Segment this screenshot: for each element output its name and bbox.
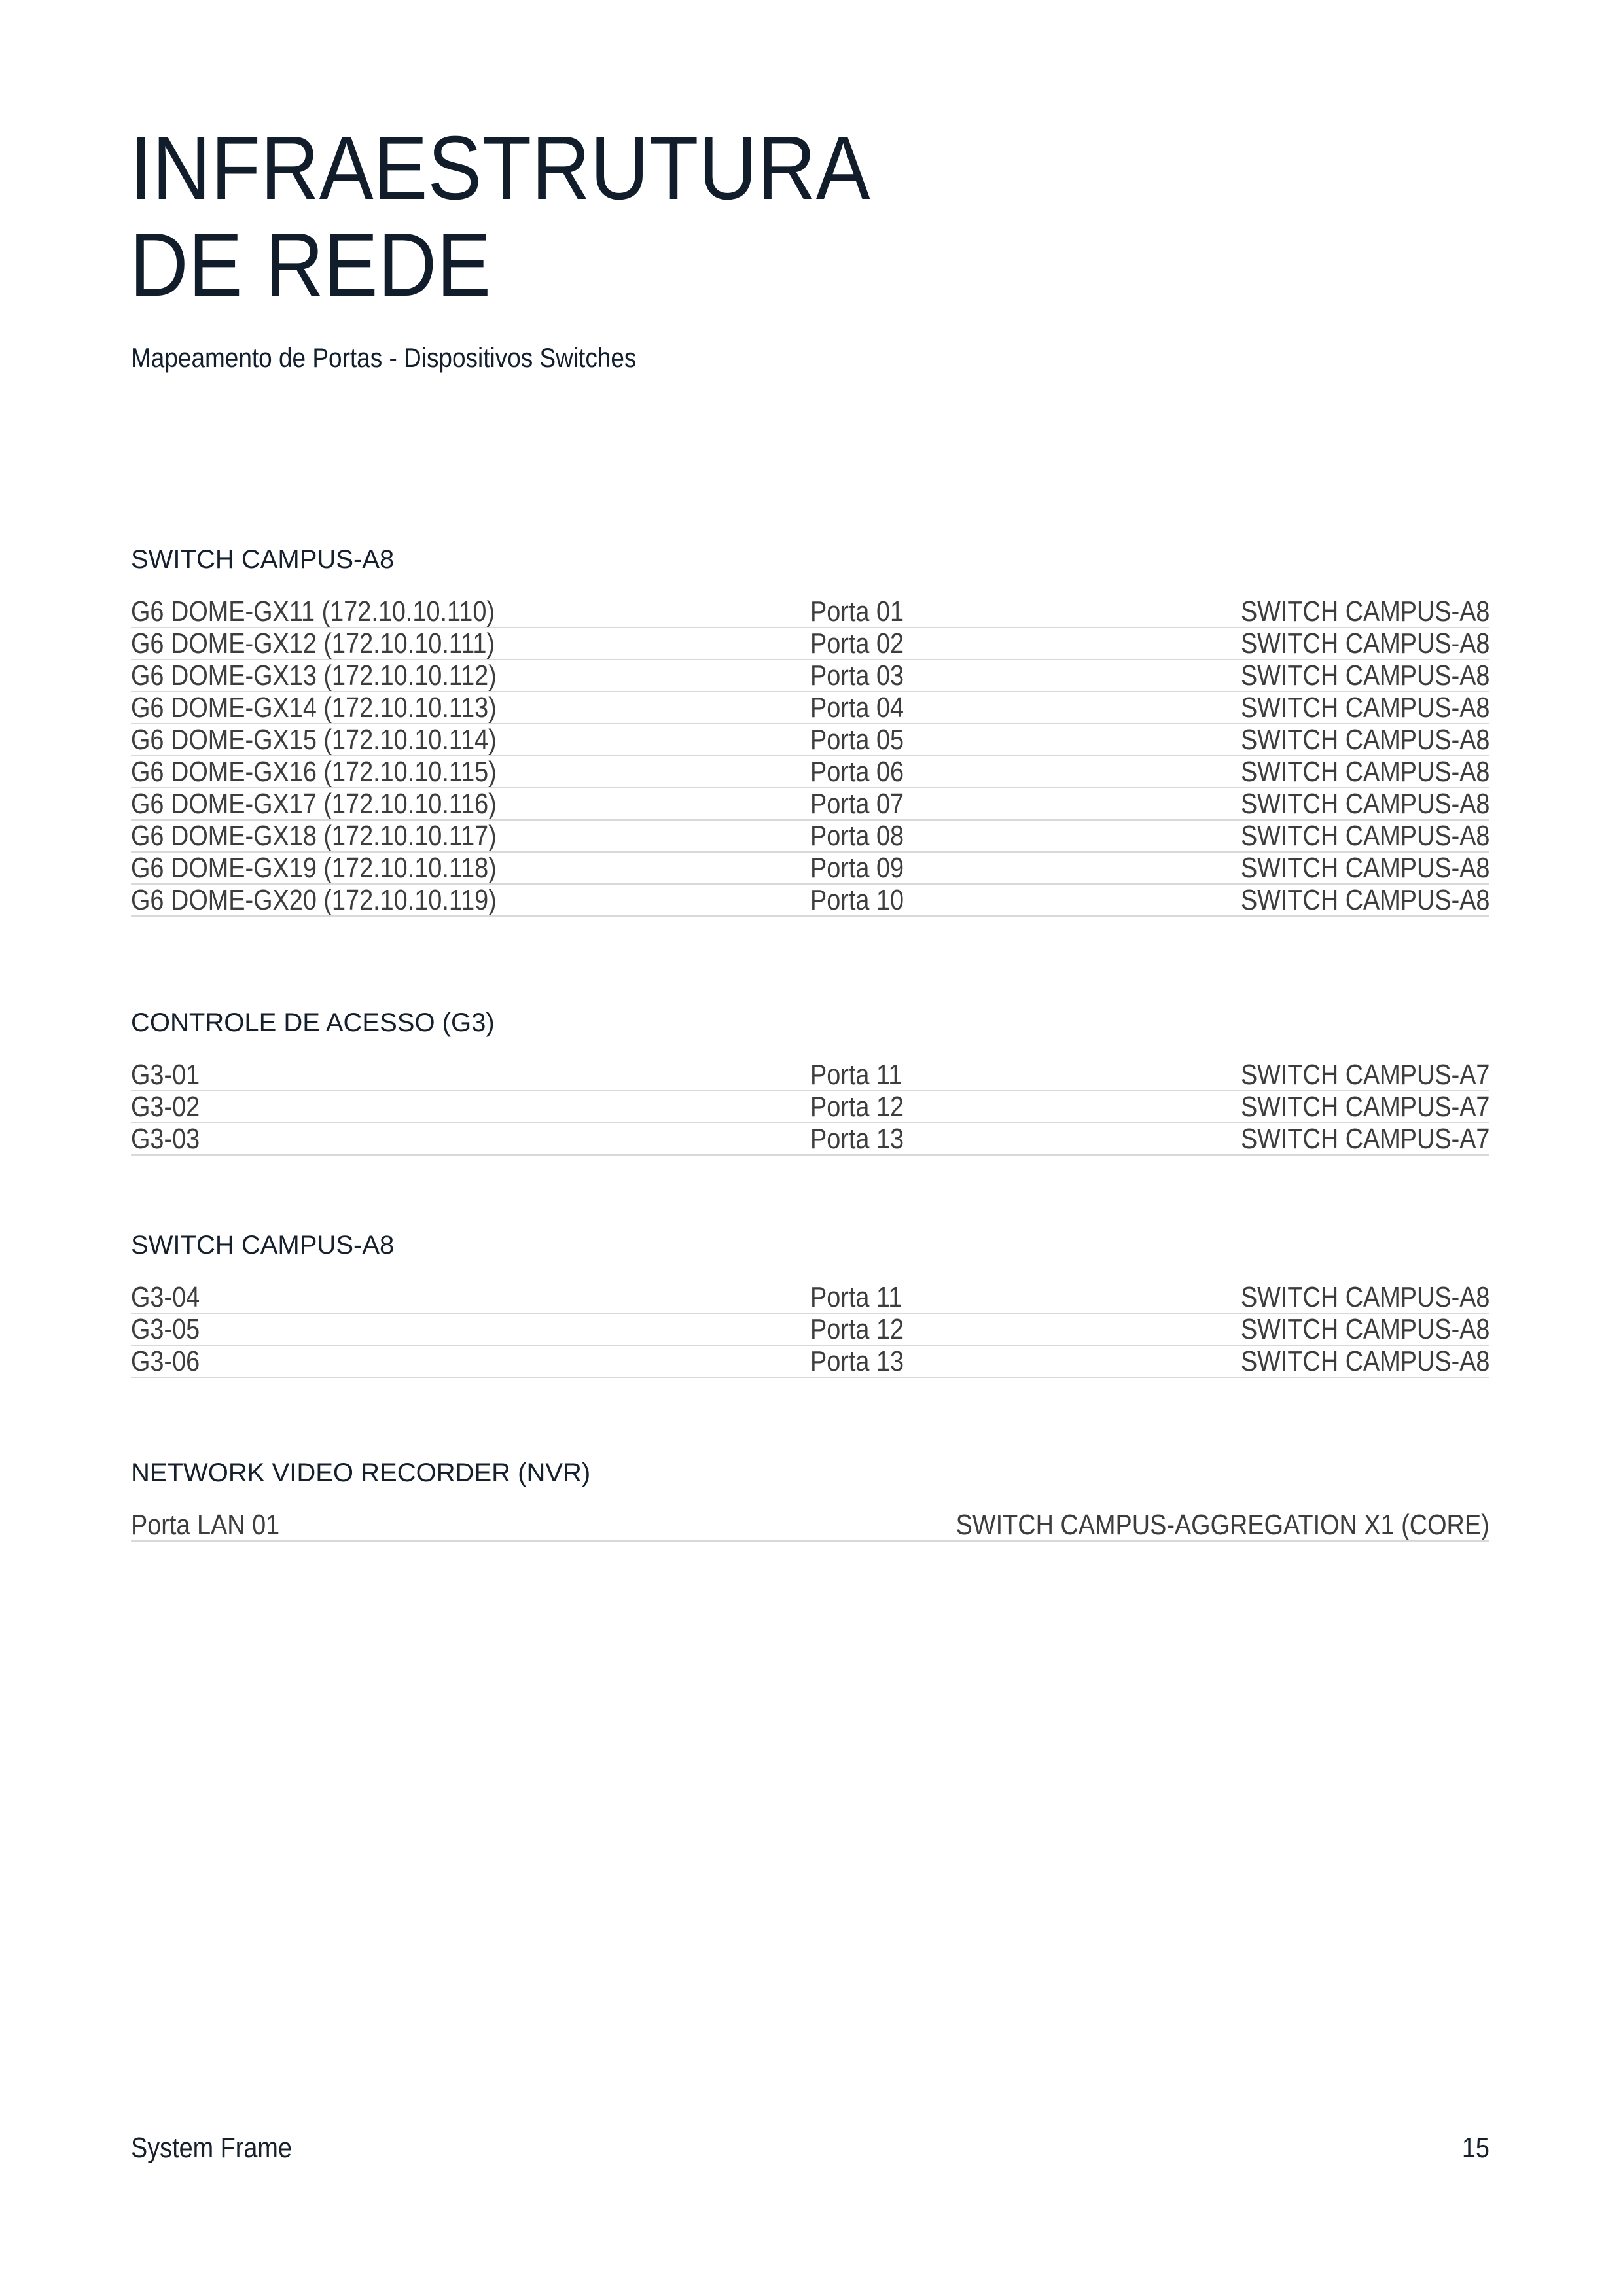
port-cell: Porta 05 bbox=[810, 724, 904, 756]
section bbox=[131, 1230, 1489, 1378]
table-row bbox=[131, 1059, 1489, 1091]
port-cell: Porta 11 bbox=[810, 1281, 902, 1313]
device-cell: G6 DOME-GX16 (172.10.10.115) bbox=[131, 756, 497, 788]
port-cell: Porta 12 bbox=[810, 1313, 904, 1345]
table-row bbox=[131, 692, 1489, 724]
switch-cell: SWITCH CAMPUS-A8 bbox=[1240, 692, 1489, 724]
switch-cell: SWITCH CAMPUS-A7 bbox=[1240, 1059, 1489, 1091]
switch-cell: SWITCH CAMPUS-A7 bbox=[1240, 1123, 1489, 1155]
switch-cell: SWITCH CAMPUS-A8 bbox=[1240, 627, 1489, 660]
page-footer bbox=[131, 2132, 1489, 2164]
table-row bbox=[131, 660, 1489, 692]
device-cell: G3-03 bbox=[131, 1123, 200, 1155]
port-cell: Porta 09 bbox=[810, 852, 904, 884]
switch-cell: SWITCH CAMPUS-A8 bbox=[1240, 1281, 1489, 1313]
switch-cell: SWITCH CAMPUS-A8 bbox=[1240, 884, 1489, 916]
device-cell: G3-04 bbox=[131, 1281, 200, 1313]
device-cell: G6 DOME-GX17 (172.10.10.116) bbox=[131, 788, 497, 820]
section-rows bbox=[131, 1282, 1489, 1378]
section-title: NETWORK VIDEO RECORDER (NVR) bbox=[131, 1458, 591, 1487]
port-cell: Porta 02 bbox=[810, 627, 904, 660]
table-row bbox=[131, 1314, 1489, 1346]
table-row bbox=[131, 853, 1489, 885]
switch-cell: SWITCH CAMPUS-A8 bbox=[1240, 756, 1489, 788]
switch-cell: SWITCH CAMPUS-A8 bbox=[1240, 788, 1489, 820]
switch-cell: SWITCH CAMPUS-A8 bbox=[1240, 1345, 1489, 1377]
port-cell: Porta 13 bbox=[810, 1345, 904, 1377]
table-row bbox=[131, 1346, 1489, 1378]
port-cell: Porta 12 bbox=[810, 1091, 904, 1123]
device-cell: G6 DOME-GX19 (172.10.10.118) bbox=[131, 852, 497, 884]
port-cell: Porta 03 bbox=[810, 660, 904, 692]
device-cell: G6 DOME-GX18 (172.10.10.117) bbox=[131, 820, 497, 852]
table-row bbox=[131, 821, 1489, 853]
section-rows bbox=[131, 1510, 1489, 1542]
section-title: SWITCH CAMPUS-A8 bbox=[131, 1231, 395, 1260]
port-cell: Porta 08 bbox=[810, 820, 904, 852]
device-cell: G6 DOME-GX14 (172.10.10.113) bbox=[131, 692, 497, 724]
switch-cell: SWITCH CAMPUS-A8 bbox=[1240, 820, 1489, 852]
device-cell: G3-02 bbox=[131, 1091, 200, 1123]
device-cell: G6 DOME-GX12 (172.10.10.111) bbox=[131, 627, 495, 660]
switch-cell: SWITCH CAMPUS-A8 bbox=[1240, 724, 1489, 756]
device-cell: G3-01 bbox=[131, 1059, 200, 1091]
table-row bbox=[131, 628, 1489, 660]
section-title: SWITCH CAMPUS-A8 bbox=[131, 545, 395, 574]
port-mapping-sections bbox=[131, 0, 1489, 2296]
switch-cell: SWITCH CAMPUS-A8 bbox=[1240, 852, 1489, 884]
table-row bbox=[131, 1091, 1489, 1123]
section bbox=[131, 1008, 1489, 1156]
page-number: 15 bbox=[1461, 2132, 1489, 2164]
port-cell: Porta 04 bbox=[810, 692, 904, 724]
device-cell: G3-05 bbox=[131, 1313, 200, 1345]
device-cell: G6 DOME-GX15 (172.10.10.114) bbox=[131, 724, 497, 756]
port-cell: Porta 10 bbox=[810, 884, 904, 916]
section-rows bbox=[131, 1059, 1489, 1156]
switch-cell: SWITCH CAMPUS-A8 bbox=[1240, 1313, 1489, 1345]
section-rows bbox=[131, 596, 1489, 917]
device-cell: G6 DOME-GX11 (172.10.10.110) bbox=[131, 595, 495, 627]
table-row bbox=[131, 885, 1489, 917]
table-row bbox=[131, 788, 1489, 821]
page-subtitle-text: Mapeamento de Portas - Dispositivos Switches bbox=[131, 342, 637, 373]
port-cell: Porta 01 bbox=[810, 595, 904, 627]
footer-brand: System Frame bbox=[131, 2132, 293, 2164]
switch-cell: SWITCH CAMPUS-A7 bbox=[1240, 1091, 1489, 1123]
table-row bbox=[131, 1282, 1489, 1314]
device-cell: G6 DOME-GX13 (172.10.10.112) bbox=[131, 660, 497, 692]
device-cell: Porta LAN 01 bbox=[131, 1509, 280, 1541]
port-cell: Porta 07 bbox=[810, 788, 904, 820]
section-title: CONTROLE DE ACESSO (G3) bbox=[131, 1008, 495, 1037]
device-cell: G6 DOME-GX20 (172.10.10.119) bbox=[131, 884, 497, 916]
page-title-line1: INFRAESTRUTURA bbox=[130, 118, 870, 219]
port-cell: Porta 13 bbox=[810, 1123, 904, 1155]
table-row bbox=[131, 724, 1489, 756]
switch-cell: SWITCH CAMPUS-A8 bbox=[1240, 595, 1489, 627]
section bbox=[131, 1458, 1489, 1542]
page-title-line2: DE REDE bbox=[130, 215, 491, 315]
port-cell: Porta 11 bbox=[810, 1059, 902, 1091]
table-row bbox=[131, 1123, 1489, 1156]
switch-cell: SWITCH CAMPUS-AGGREGATION X1 (CORE) bbox=[955, 1509, 1489, 1541]
port-cell: Porta 06 bbox=[810, 756, 904, 788]
device-cell: G3-06 bbox=[131, 1345, 200, 1377]
section bbox=[131, 544, 1489, 917]
table-row bbox=[131, 756, 1489, 788]
switch-cell: SWITCH CAMPUS-A8 bbox=[1240, 660, 1489, 692]
table-row bbox=[131, 1510, 1489, 1542]
table-row bbox=[131, 596, 1489, 628]
